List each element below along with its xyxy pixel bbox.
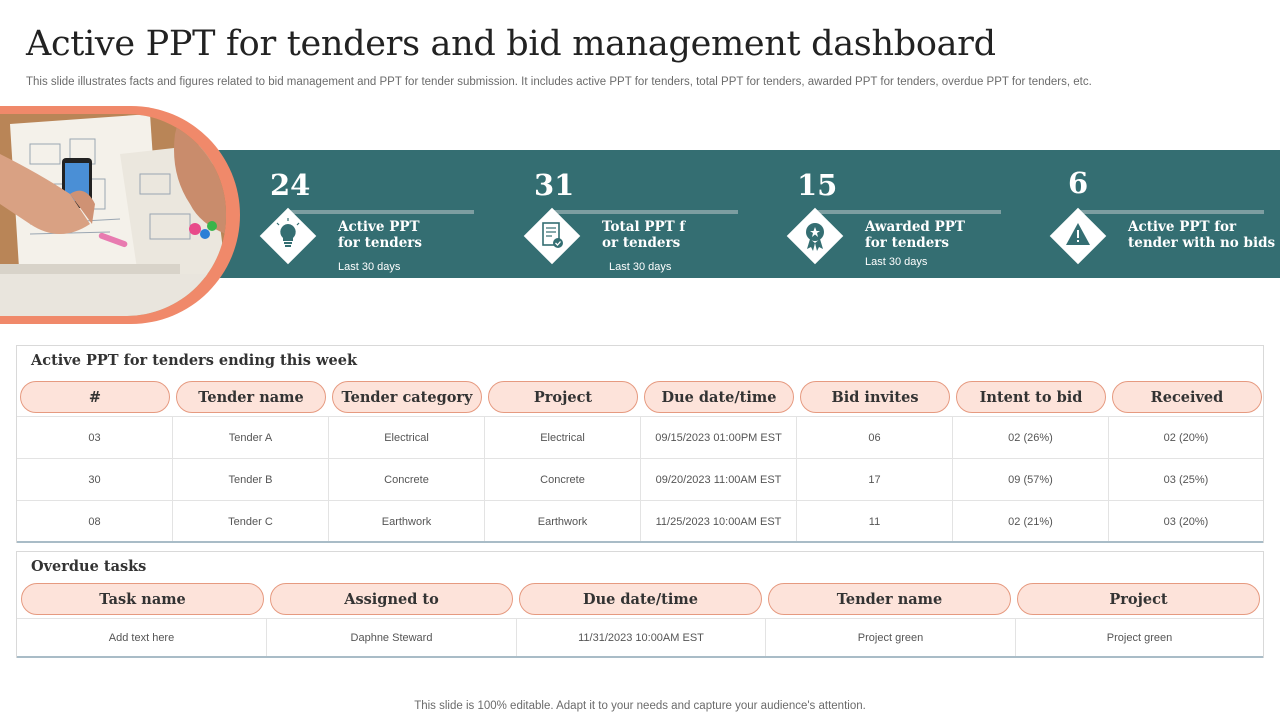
- table-cell: 03 (25%): [1163, 473, 1209, 486]
- active-tenders-header: [17, 381, 1265, 413]
- col-header-bid-invites: Bid invites: [800, 381, 950, 413]
- kpi-label: [1128, 219, 1278, 251]
- table-cell: Earthwork: [329, 501, 485, 543]
- kpi-label-line2: tender with no bids: [1128, 235, 1276, 251]
- kpi-awarded-tenders: [789, 150, 1029, 278]
- col-header-project: Project: [1017, 583, 1260, 615]
- kpi-active-tenders: [262, 150, 502, 278]
- table-row: [17, 501, 1263, 543]
- kpi-label-line1: Total PPT f: [602, 219, 686, 235]
- table-cell: 09/15/2023 01:00PM EST: [641, 417, 797, 458]
- table-cell: 30: [17, 459, 173, 500]
- kpi-divider: [554, 210, 738, 214]
- col-header-assigned-to: Assigned to: [270, 583, 513, 615]
- kpi-label-line1: Active PPT: [338, 219, 420, 235]
- table-cell: 09 (57%): [953, 459, 1109, 500]
- table-cell: Add text here: [17, 619, 267, 657]
- page-title: Active PPT for tenders and bid management dashboard: [26, 24, 996, 64]
- table-cell: 09/20/2023 11:00AM EST: [641, 459, 797, 500]
- table-cell: Tender A: [173, 417, 329, 458]
- kpi-label-line1: Active PPT for: [1128, 219, 1237, 235]
- kpi-label: [865, 219, 1015, 251]
- col-header-due-date: Due date/time: [644, 381, 794, 413]
- kpi-label-line2: for tenders: [338, 235, 423, 251]
- table-cell: 11/25/2023 10:00AM EST: [641, 501, 797, 543]
- kpi-period: Last 30 days: [609, 261, 672, 273]
- desk-photo-illustration: [0, 114, 226, 316]
- overdue-tasks-panel: [16, 551, 1264, 658]
- desk-photo: [0, 114, 226, 316]
- kpi-divider: [1080, 210, 1264, 214]
- table-cell: Electrical: [485, 417, 641, 458]
- table-cell: Earthwork: [485, 501, 641, 543]
- col-header-tender-category: Tender category: [332, 381, 482, 413]
- table-cell: Electrical: [329, 417, 485, 458]
- award-badge-icon: [789, 210, 841, 262]
- table-cell: 11/31/2023 10:00AM EST: [517, 619, 766, 657]
- table-row: [17, 459, 1263, 501]
- table-cell: 03: [17, 417, 173, 458]
- kpi-period: Last 30 days: [865, 256, 928, 268]
- col-header-intent-to-bid: Intent to bid: [956, 381, 1106, 413]
- kpi-label-line2: or tenders: [602, 235, 681, 251]
- table-cell: 08: [17, 501, 173, 543]
- table-cell: 06: [797, 417, 953, 458]
- lightbulb-icon: [262, 210, 314, 262]
- table-cell: Concrete: [485, 459, 641, 500]
- kpi-value: 31: [534, 168, 575, 202]
- active-tenders-rows: [17, 416, 1263, 543]
- kpi-label-line2: for tenders: [865, 235, 950, 251]
- photo-frame: [0, 106, 240, 324]
- active-tenders-panel: [16, 345, 1264, 543]
- col-header-tender-name: Tender name: [768, 583, 1011, 615]
- table-row: [17, 417, 1263, 459]
- table-cell: 17: [797, 459, 953, 500]
- kpi-divider: [290, 210, 474, 214]
- col-header-project: Project: [488, 381, 638, 413]
- col-header-task-name: Task name: [21, 583, 264, 615]
- active-tenders-title: Active PPT for tenders ending this week: [31, 352, 357, 369]
- table-cell: Concrete: [329, 459, 485, 500]
- overdue-tasks-header: [18, 583, 1263, 615]
- kpi-label: [338, 219, 488, 251]
- col-header-number: #: [20, 381, 170, 413]
- kpi-total-tenders: [526, 150, 766, 278]
- table-cell: Tender C: [173, 501, 329, 543]
- kpi-label: [602, 219, 752, 251]
- table-bottom-rule: [17, 541, 1263, 543]
- overdue-tasks-title: Overdue tasks: [31, 558, 147, 575]
- kpi-period: Last 30 days: [338, 261, 401, 273]
- col-header-tender-name: Tender name: [176, 381, 326, 413]
- footer-note: This slide is 100% editable. Adapt it to your needs and capture your audience's attention.: [414, 700, 866, 712]
- kpi-value: 6: [1068, 166, 1089, 200]
- overdue-tasks-rows: [17, 618, 1263, 657]
- table-cell: 03 (20%): [1163, 516, 1209, 528]
- table-cell: 02 (21%): [953, 501, 1109, 543]
- table-cell: Project green: [766, 619, 1016, 657]
- table-cell: Project green: [1106, 632, 1173, 644]
- kpi-divider: [817, 210, 1001, 214]
- kpi-no-bid-tenders: [1052, 150, 1280, 278]
- kpi-value: 24: [270, 168, 311, 202]
- table-cell: Daphne Steward: [267, 619, 517, 657]
- table-bottom-rule: [17, 656, 1263, 658]
- col-header-received: Received: [1112, 381, 1262, 413]
- page-subtitle: This slide illustrates facts and figures related to bid management and PPT for tender submission. It includes active PPT for tenders, total PPT for tenders, awarded PPT for tenders, overdue PPT for tenders, etc.: [26, 76, 1092, 88]
- table-cell: 11: [797, 501, 953, 543]
- table-cell: Tender B: [173, 459, 329, 500]
- table-row: [17, 619, 1263, 657]
- table-cell: 02 (20%): [1163, 431, 1209, 444]
- checklist-icon: [526, 210, 578, 262]
- kpi-label-line1: Awarded PPT: [865, 219, 965, 235]
- col-header-due-date: Due date/time: [519, 583, 762, 615]
- warning-icon: [1052, 210, 1104, 262]
- kpi-value: 15: [797, 168, 838, 202]
- table-cell: 02 (26%): [953, 417, 1109, 458]
